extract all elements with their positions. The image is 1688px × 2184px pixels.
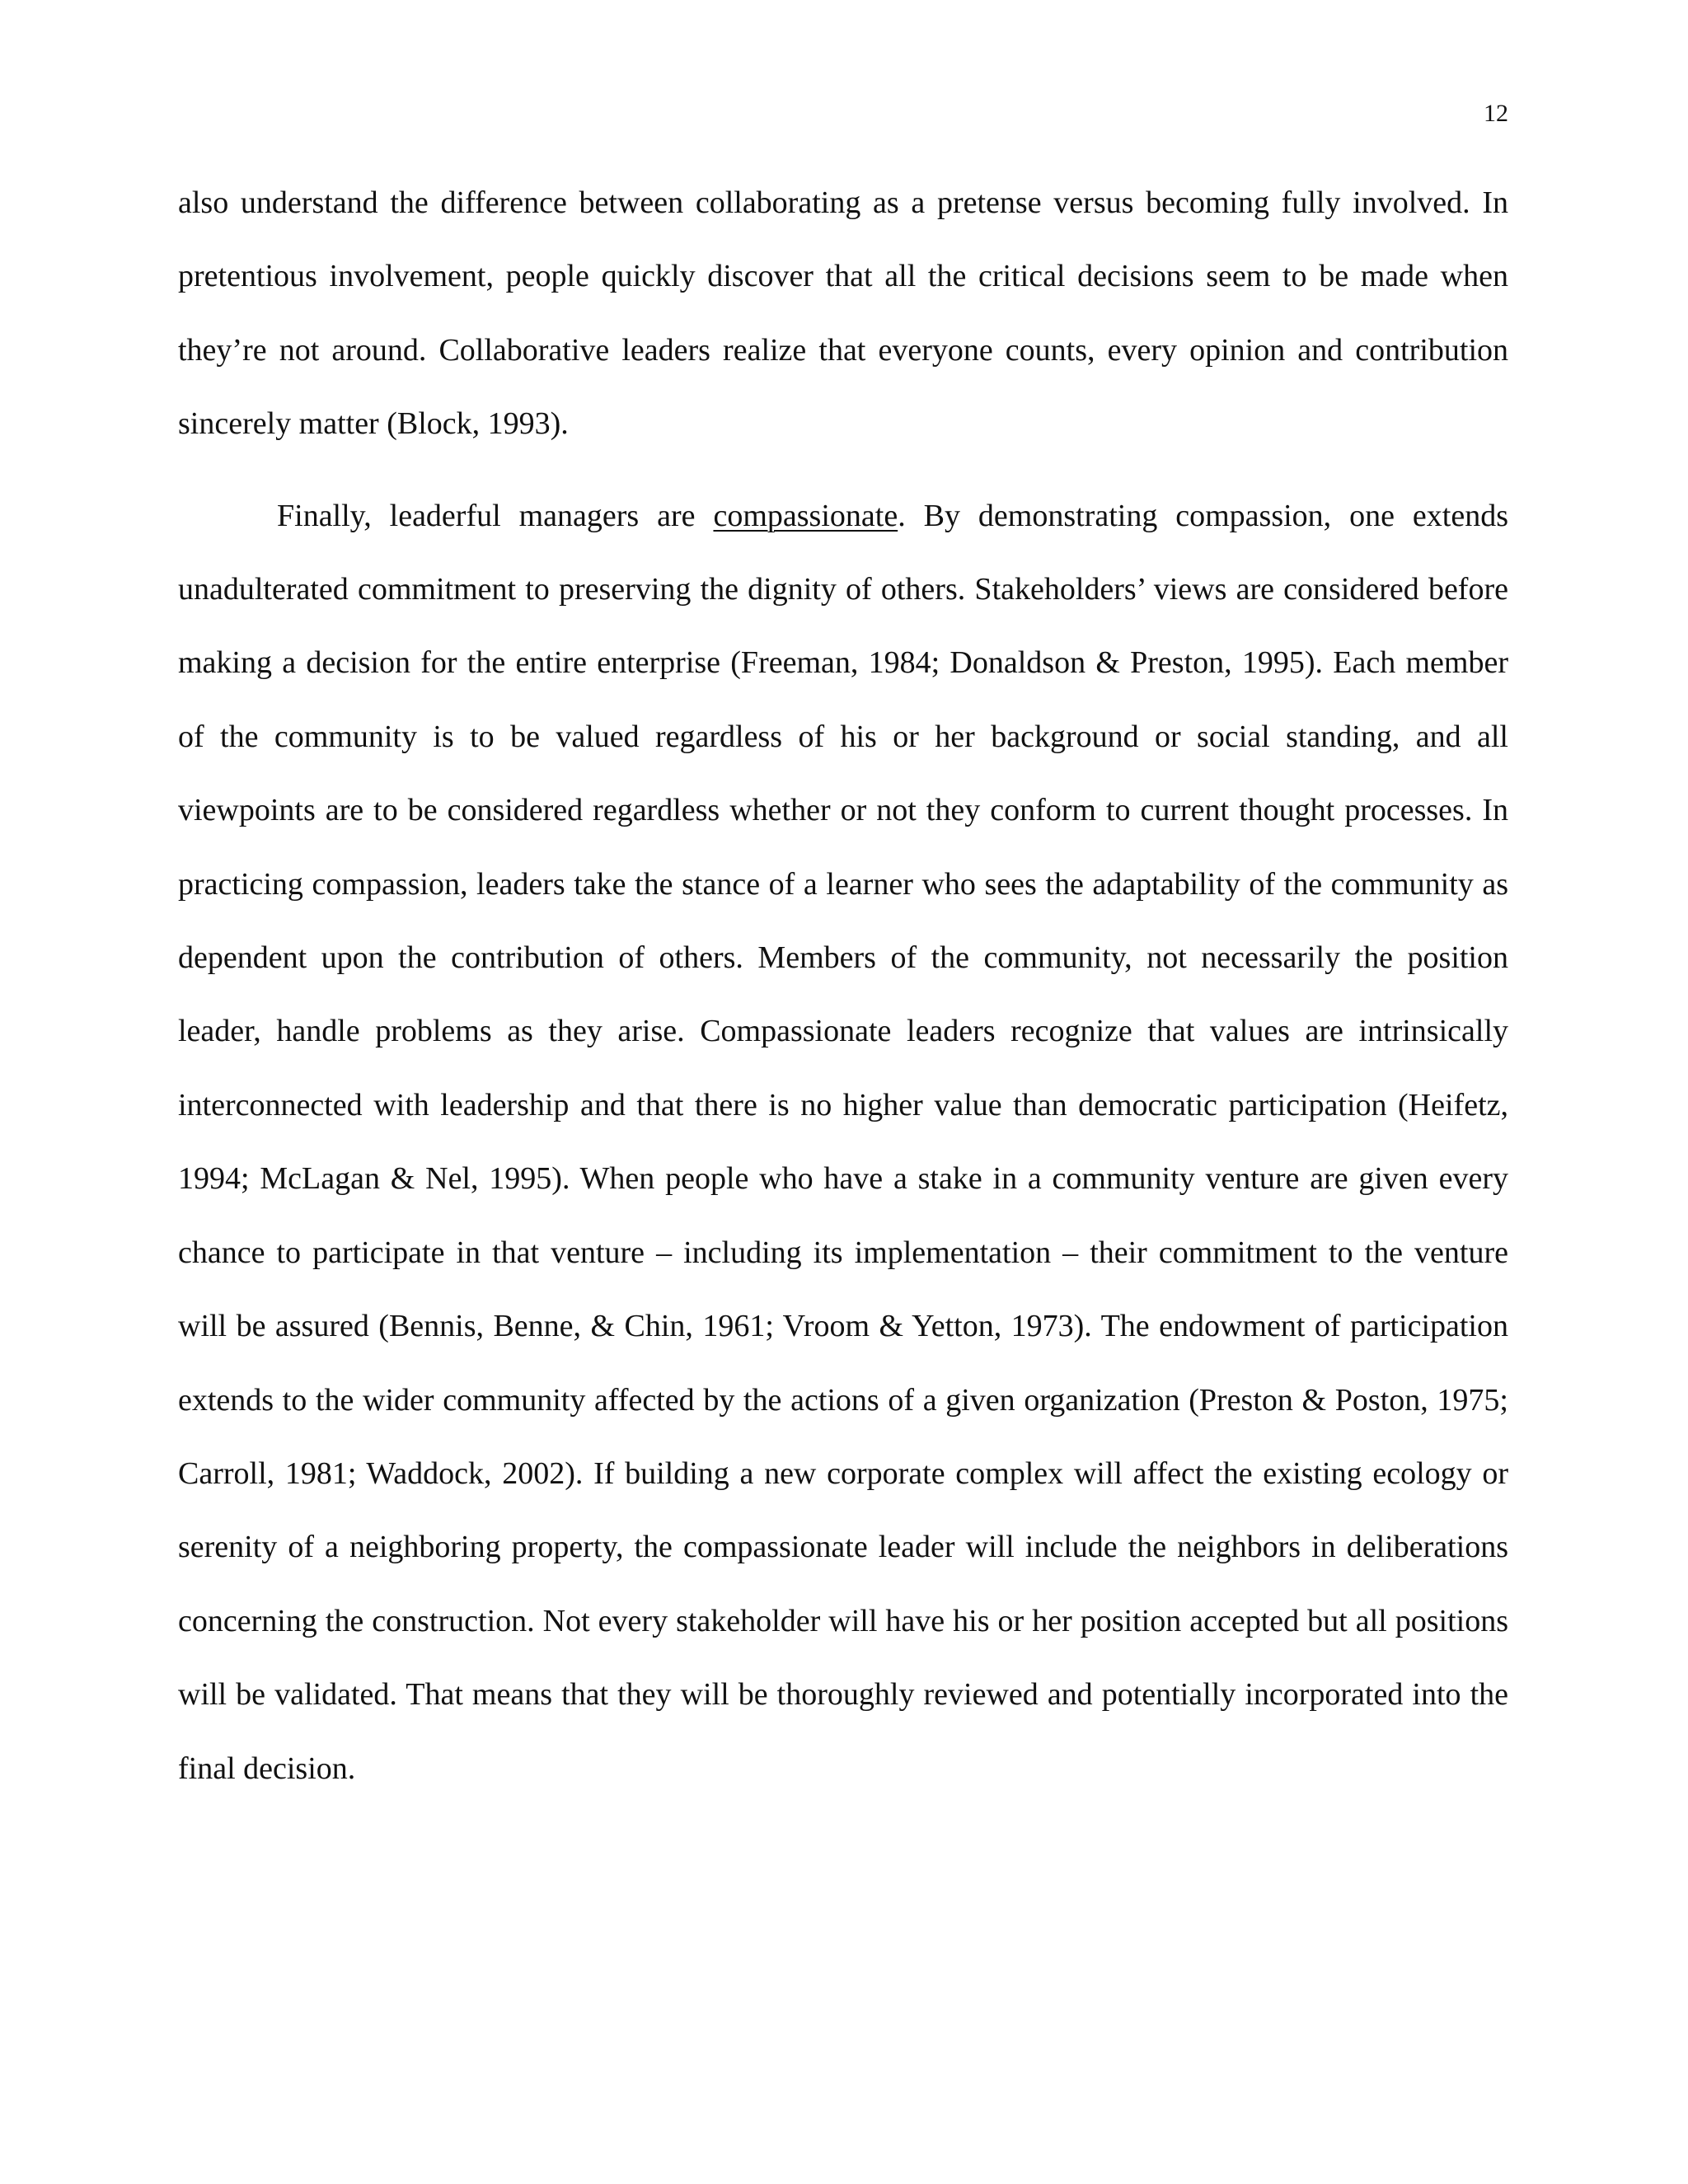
paragraph-body-text: . By demonstrating compassion, one extends unadulterated commitment to preserving the dignity of others. Stakeholders’ views are considered before making a decision for the entire enterprise (Freeman, 1984; Donaldson & Preston, 1995). Each member of the community is to be valued regardless of his or her background or social standing, and all viewpoints are to be considered regardless whether or not they conform to current thought processes. In practicing compassion, leaders take the stance of a learner who sees the adaptability of the community as dependent upon the contribution of others. Members of the community, not necessarily the position leader, handle problems as they arise. Compassionate leaders recognize that values are intrinsically interconnected with leadership and that there is no higher value than democratic participation (Heifetz, 1994; McLagan & Nel, 1995). When people who have a stake in a community venture are given every chance to participate in that venture – including its implementation – their commitment to the venture will be assured (Bennis, Benne, & Chin, 1961; Vroom & Yetton, 1973). The endowment of participation extends to the wider community affected by the actions of a given organization (Preston & Poston, 1975; Carroll, 1981; Waddock, 2002). If building a new corporate complex will affect the existing ecology or serenity of a neighboring property, the compassionate leader will include the neighbors in deliberations concerning the construction. Not every stakeholder will have his or her position accepted but all positions will be validated. That means that they will be thoroughly reviewed and potentially incorporated into the final decision. bbox=[178, 498, 1508, 1786]
paragraph-continuation: also understand the difference between collaborating as a pretense versus becoming fully involved. In pretentious involvement, people quickly discover that all the critical decisions seem to be made when they’re not around. Collaborative leaders realize that everyone counts, every opinion and contribution sincerely matter (Block, 1993). bbox=[178, 185, 1508, 442]
paragraph-compassion bbox=[178, 480, 1508, 1806]
paragraph-lead-text: Finally, leaderful managers are bbox=[277, 498, 714, 533]
body-text bbox=[178, 166, 1508, 1806]
underlined-term: compassionate bbox=[713, 498, 898, 533]
page-number: 12 bbox=[1484, 100, 1508, 127]
